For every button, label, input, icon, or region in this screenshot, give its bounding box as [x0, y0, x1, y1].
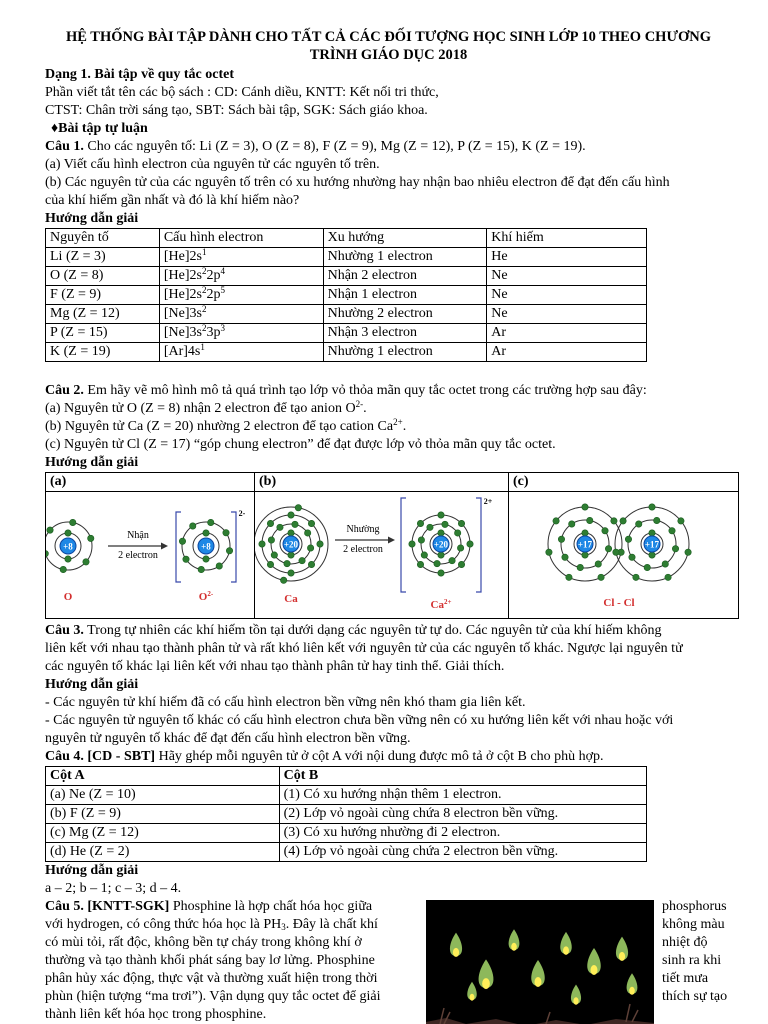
arrow-label-bottom: 2 electron [118, 550, 158, 561]
q3-answer-1: - Các nguyên tử khí hiếm đã có cấu hình electron bền vững nên khó tham gia liên kết. [45, 695, 526, 710]
flame-core [591, 965, 598, 975]
flame-core [535, 977, 542, 987]
q1-table [45, 228, 647, 362]
col-a-cell: (d) He (Z = 2) [46, 843, 280, 862]
config-part: 2p [206, 268, 221, 283]
reaction-arrowhead [388, 537, 395, 544]
q2-col-c-header: (c) [509, 473, 739, 492]
electron [633, 574, 639, 580]
flame-core [482, 978, 490, 989]
q5-line-4: thường và tạo thành khối phát sáng bay lơ lửng. Phosphine [45, 953, 375, 968]
trend-cell: Nhường 1 electron [323, 343, 487, 362]
chlorine-diagram [509, 492, 739, 619]
q2-part-a-text: (a) Nguyên tử O (Z = 8) nhận 2 electron để tạo anion O [45, 401, 356, 416]
q1-table-row [46, 248, 647, 267]
q3-answer-3: nguyên tử nguyên tố khác để đạt đến cấu hình electron bền vững. [45, 731, 411, 746]
electron [434, 560, 440, 566]
q2-part-c: (c) Nguyên tử Cl (Z = 17) “góp chung electron” để đạt được lớp vỏ thỏa mãn quy tắc octet. [45, 437, 556, 452]
electron [267, 520, 273, 526]
q5-line-6: phùn (hiện tượng “ma trơi”). Vận dụng quy tắc octet để giải [45, 989, 381, 1004]
q1-header-cell: Nguyên tố [46, 229, 160, 248]
col-b-cell: (1) Có xu hướng nhận thêm 1 electron. [279, 786, 646, 805]
electron [587, 517, 593, 523]
electron [577, 564, 583, 570]
config-cell [159, 305, 323, 324]
electron [553, 518, 559, 524]
electron [317, 541, 323, 547]
electron [595, 561, 601, 567]
electron [672, 546, 678, 552]
element-cell: K (Z = 19) [46, 343, 160, 362]
config-superscript: 5 [220, 285, 225, 295]
col-a-cell: (b) F (Z = 9) [46, 805, 280, 824]
q4-table [45, 766, 647, 862]
trend-cell: Nhận 3 electron [323, 324, 487, 343]
ion-bracket-left [176, 512, 181, 582]
electron [280, 577, 286, 583]
flame-core [470, 994, 475, 1001]
q5-line-2 [45, 916, 413, 934]
ion-bracket-right [476, 498, 481, 592]
q1-header-cell: Cấu hình electron [159, 229, 323, 248]
electron [88, 535, 94, 541]
nucleus-charge: +8 [201, 541, 211, 552]
q4-col-b-header: Cột B [279, 767, 646, 786]
electron [620, 518, 626, 524]
chlorine-molecule-svg [509, 492, 738, 612]
electron [438, 512, 444, 518]
electron [409, 541, 415, 547]
electron [649, 504, 655, 510]
q2-col-a-header: (a) [46, 473, 255, 492]
electron [629, 554, 635, 560]
config-cell [159, 286, 323, 305]
trend-cell: Nhường 2 electron [323, 305, 487, 324]
q1-question [45, 138, 732, 156]
q4-question [45, 748, 732, 766]
config-cell [159, 248, 323, 267]
electron [649, 530, 655, 536]
electron [438, 570, 444, 576]
electron [417, 520, 423, 526]
electron [458, 520, 464, 526]
title-line-2: TRÌNH GIÁO DỤC 2018 [309, 47, 468, 63]
electron [190, 523, 196, 529]
ion-bracket-right [231, 512, 236, 582]
electron [625, 536, 631, 542]
q1-text: Cho các nguyên tố: Li (Z = 3), O (Z = 8), F (Z = 9), Mg (Z = 12), P (Z = 15), K (Z = 19). [83, 139, 586, 154]
electron [654, 517, 660, 523]
electron [277, 524, 283, 530]
config-superscript: 1 [201, 247, 207, 257]
config-part: [He]2s [163, 249, 202, 264]
element-cell: Mg (Z = 12) [46, 305, 160, 324]
config-superscript: 4 [220, 266, 225, 276]
q5-right-1: phosphorus [662, 899, 727, 914]
q5-line-3: có mùi tỏi, rất độc, không bền tự cháy trong không khí ở [45, 935, 362, 950]
electron [649, 552, 655, 558]
config-superscript: 2 [201, 304, 207, 314]
electron [669, 528, 675, 534]
electron [267, 561, 273, 567]
flame-core [453, 948, 459, 957]
electron [216, 563, 222, 569]
q3-line-3: các nguyên tố khác lại liên kết với nhau tạo thành phân tử hay tinh thể. Giải thích. [45, 659, 505, 674]
trend-cell: Nhận 1 electron [323, 286, 487, 305]
q2-label: Câu 2. [45, 383, 84, 398]
electron [438, 552, 444, 558]
electron [208, 519, 214, 525]
electron [46, 550, 48, 556]
electron [288, 512, 294, 518]
nucleus-charge: +17 [644, 539, 660, 550]
q5-text-1: Phosphine là hợp chất hóa học giữa [169, 899, 373, 914]
electron [203, 530, 209, 536]
electron [299, 557, 305, 563]
will-o-wisp-photo [426, 900, 654, 1024]
calcium-diagram [255, 492, 509, 619]
q2-part-a [45, 400, 732, 418]
noble-gas-cell: Ar [487, 324, 647, 343]
subsection-heading: ♦Bài tập tự luận [51, 121, 148, 136]
q1-table-row [46, 305, 647, 324]
q2-part-b [45, 418, 732, 436]
q5-label: Câu 5. [KNTT-SGK] [45, 899, 170, 914]
q1-table-row [46, 267, 647, 286]
electron [271, 552, 277, 558]
electron [467, 541, 473, 547]
electron [223, 530, 229, 536]
electron [644, 564, 650, 570]
q4-table-row [46, 805, 647, 824]
q3-answer-2: - Các nguyên tử nguyên tố khác có cấu hình electron chưa bền vững nên có xu hướng liên kết với nhau hoặc với [45, 713, 674, 728]
q3-line-2: liên kết với nhau tạo thành phân tử và rất khó liên kết với nguyên tử của các nguyên tố khác. Ngược lại nguyên tử [45, 641, 683, 656]
electron [442, 521, 448, 527]
q1-table-row [46, 324, 647, 343]
electron [458, 561, 464, 567]
q5-line-1 [45, 898, 413, 916]
electron [569, 521, 575, 527]
electron [47, 527, 53, 533]
config-part: [He]2s [163, 287, 202, 302]
flame-core [629, 987, 635, 995]
element-cell: O (Z = 8) [46, 267, 160, 286]
electron [288, 530, 294, 536]
arrow-label-top: Nhận [127, 530, 149, 541]
electron [203, 556, 209, 562]
q2-part-a-charge: 2- [355, 399, 364, 409]
electron [449, 557, 455, 563]
title-line-1: HỆ THỐNG BÀI TẬP DÀNH CHO TẤT CẢ CÁC ĐỐI TƯỢNG HỌC SINH LỚP 10 THEO CHƯƠNG [65, 29, 712, 45]
config-superscript: 1 [200, 342, 205, 352]
q2-part-b-text: (b) Nguyên tử Ca (Z = 20) nhường 2 electron để tạo cation Ca [45, 419, 394, 434]
nucleus-charge: +17 [577, 539, 593, 550]
electron [611, 518, 617, 524]
electron [598, 574, 604, 580]
trend-cell: Nhường 1 electron [323, 248, 487, 267]
q2-question [45, 382, 732, 400]
config-superscript: 2 [201, 266, 207, 276]
electron [582, 552, 588, 558]
oxygen-diagram [46, 492, 255, 619]
q4-label: Câu 4. [CD - SBT] [45, 749, 156, 764]
q4-answer: a – 2; b – 1; c – 3; d – 4. [45, 881, 182, 896]
q1-part-a: (a) Viết cấu hình electron của nguyên tử các nguyên tố trên. [45, 157, 380, 172]
col-b-cell: (4) Lớp vỏ ngoài cùng chứa 2 electron bền vững. [279, 843, 646, 862]
flame-core [619, 952, 625, 961]
config-part: [He]2s [163, 268, 202, 283]
atom-label-o: O [63, 591, 73, 603]
config-part: [Ar]4s [163, 344, 201, 359]
ion-label-ca2: $Ca^{2+}$ [430, 598, 452, 611]
electron [665, 574, 671, 580]
electron [295, 505, 301, 511]
ground [426, 1018, 654, 1024]
electron [558, 536, 564, 542]
electron [454, 530, 460, 536]
q5-subscript: 3 [281, 922, 286, 932]
noble-gas-cell: He [487, 248, 647, 267]
electron [198, 566, 204, 572]
electron [288, 570, 294, 576]
q2-col-b-header: (b) [255, 473, 509, 492]
q5-right-5: tiết mưa [662, 971, 709, 986]
noble-gas-cell: Ne [487, 305, 647, 324]
q2-text: Em hãy vẽ mô hình mô tả quá trình tạo lớp vỏ thỏa mãn quy tắc octet trong các trường hợp sau đây: [83, 383, 647, 398]
electron [613, 549, 619, 555]
nucleus-charge: +20 [283, 539, 299, 550]
q5-text-2: với hydrogen, có công thức hóa học là PH [45, 917, 282, 932]
electron [418, 537, 424, 543]
abbrev-line-1: Phần viết tắt tên các bộ sách : CD: Cánh diều, KNTT: Kết nối tri thức, [45, 85, 439, 100]
oxygen-ion-svg [46, 492, 254, 612]
q1-table-header [46, 229, 647, 248]
q3-guide: Hướng dẫn giải [45, 677, 139, 692]
electron [288, 552, 294, 558]
nucleus-charge: +20 [433, 539, 449, 550]
q5-right-6: thích sự tạo [662, 989, 728, 1004]
reaction-arrowhead [161, 543, 168, 550]
electron [566, 574, 572, 580]
q3-line-1 [45, 622, 732, 640]
electron [308, 520, 314, 526]
q4-col-a-header: Cột A [46, 767, 280, 786]
electron [268, 537, 274, 543]
q1-part-b-line1: (b) Các nguyên tử của các nguyên tố trên có xu hướng nhường hay nhận bao nhiêu electron để đạt đến cấu hình [45, 175, 670, 190]
abbrev-line-2: CTST: Chân trời sáng tạo, SBT: Sách bài tập, SGK: Sách giáo khoa. [45, 103, 428, 118]
q5-right-4: sinh ra khi [662, 953, 722, 968]
electron [582, 504, 588, 510]
q5-text-block [45, 898, 413, 1024]
element-cell: F (Z = 9) [46, 286, 160, 305]
q2-diagram-table [45, 472, 739, 619]
electron [457, 545, 463, 551]
electron [226, 548, 232, 554]
q5-right-2: không màu [662, 917, 725, 932]
electron [179, 538, 185, 544]
flame-core [573, 997, 578, 1005]
section-heading: Dạng 1. Bài tập về quy tắc octet [45, 67, 234, 82]
flame-core [511, 943, 517, 951]
q5-text-2-end: . Đây là chất khí [285, 917, 378, 932]
electron [662, 561, 668, 567]
q1-guide: Hướng dẫn giải [45, 211, 139, 226]
ion-bracket-left [401, 498, 406, 592]
col-a-cell: (a) Ne (Z = 10) [46, 786, 280, 805]
q1-part-b-line2: của khí hiếm gần nhất và đó là khí hiếm nào? [45, 193, 300, 208]
electron [292, 521, 298, 527]
electron [427, 524, 433, 530]
electron [678, 518, 684, 524]
electron [259, 541, 265, 547]
electron [582, 530, 588, 536]
electron [546, 549, 552, 555]
flame-core [563, 946, 569, 955]
q4-table-row [46, 786, 647, 805]
q1-table-row [46, 343, 647, 362]
config-part: 2p [206, 287, 221, 302]
electron [65, 530, 71, 536]
nucleus-charge: +8 [63, 541, 73, 552]
q3-text-1: Trong tự nhiên các khí hiếm tồn tại dưới dạng các nguyên tử tự do. Các nguyên tử của khí hiếm không [83, 623, 662, 638]
electron [417, 561, 423, 567]
q1-label: Câu 1. [45, 139, 84, 154]
config-part: [Ne]3s [163, 306, 202, 321]
noble-gas-cell: Ne [487, 286, 647, 305]
ion-label-o2: $O^{2-}$ [198, 590, 214, 603]
electron [83, 559, 89, 565]
q5-line-7: thành liên kết hóa học trong phosphine. [45, 1007, 267, 1022]
q4-text: Hãy ghép mỗi nguyên tử ở cột A với nội dung được mô tả ở cột B cho phù hợp. [155, 749, 604, 764]
electron [438, 530, 444, 536]
q5-text-right [662, 898, 742, 1006]
ion-charge: 2- [238, 509, 246, 518]
electron [605, 546, 611, 552]
electron [284, 560, 290, 566]
element-cell: Li (Z = 3) [46, 248, 160, 267]
electron [602, 528, 608, 534]
electron [421, 552, 427, 558]
col-a-cell: (c) Mg (Z = 12) [46, 824, 280, 843]
will-o-wisp-illustration [426, 900, 654, 1024]
config-cell [159, 343, 323, 362]
trend-cell: Nhận 2 electron [323, 267, 487, 286]
electron [65, 556, 71, 562]
arrow-label-bottom: 2 electron [343, 544, 383, 555]
noble-gas-cell: Ne [487, 267, 647, 286]
element-cell: P (Z = 15) [46, 324, 160, 343]
config-cell [159, 324, 323, 343]
q2-guide: Hướng dẫn giải [45, 455, 139, 470]
col-b-cell: (3) Có xu hướng nhường đi 2 electron. [279, 824, 646, 843]
config-superscript: 2 [201, 323, 207, 333]
q4-table-row [46, 843, 647, 862]
q2-part-b-charge: 2+ [393, 417, 403, 427]
config-part: 3p [206, 325, 221, 340]
q5-line-5: phân hủy xác động, thực vật và thường xuất hiện trong thời [45, 971, 378, 986]
electron [183, 556, 189, 562]
q5-block [45, 898, 732, 1022]
q4-table-row [46, 824, 647, 843]
q5-right-3: nhiệt độ [662, 935, 708, 950]
electron [304, 530, 310, 536]
molecule-label-cl2: Cl - Cl [603, 597, 635, 609]
electron [562, 554, 568, 560]
q1-header-cell: Xu hướng [323, 229, 487, 248]
q4-guide: Hướng dẫn giải [45, 863, 139, 878]
calcium-ion-svg [255, 492, 508, 612]
electron [308, 561, 314, 567]
q4-table-header [46, 767, 647, 786]
col-b-cell: (2) Lớp vỏ ngoài cùng chứa 8 electron bền vững. [279, 805, 646, 824]
ion-charge: 2+ [483, 497, 493, 506]
electron [307, 545, 313, 551]
q2-part-b-end: . [402, 419, 407, 434]
q1-table-row [46, 286, 647, 305]
electron [70, 519, 76, 525]
config-superscript: 2 [201, 285, 207, 295]
electron [685, 549, 691, 555]
config-part: [Ne]3s [163, 325, 202, 340]
noble-gas-cell: Ar [487, 343, 647, 362]
arrow-label-top: Nhường [346, 524, 380, 535]
q2-part-a-end: . [363, 401, 367, 416]
electron [636, 521, 642, 527]
q1-header-cell: Khí hiếm [487, 229, 647, 248]
document-title [45, 28, 732, 66]
atom-label-ca: Ca [284, 593, 298, 605]
q3-label: Câu 3. [45, 623, 84, 638]
config-cell [159, 267, 323, 286]
config-superscript: 3 [220, 323, 225, 333]
electron [60, 566, 66, 572]
